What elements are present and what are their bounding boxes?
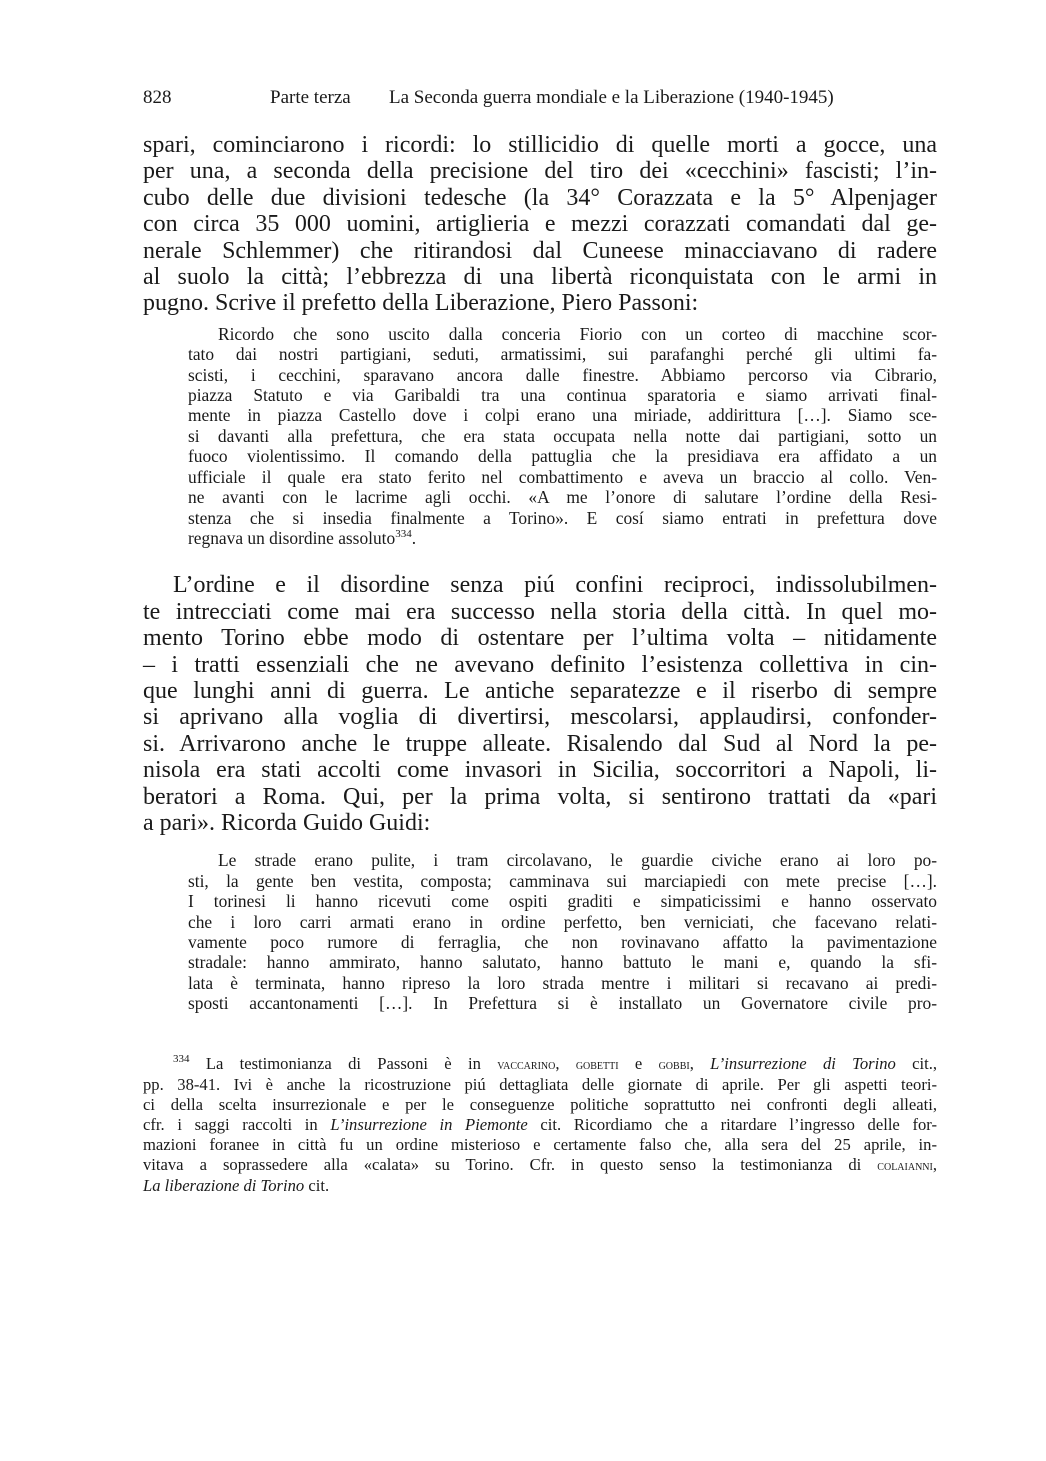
text-line: mento Torino ebbe modo di ostentare per l’ultima volta – nitidamente [143, 625, 937, 652]
quote-line: stenza che si insedia finalmente a Torino». E cosí siamo entrati in prefettura dove [188, 507, 937, 528]
text-line: pugno. Scrive il prefetto della Liberazione, Piero Passoni: [143, 290, 699, 317]
quote-line: vamente poco rumore di ferraglia, che non rovinavano affatto la pavimentazione [188, 932, 937, 952]
quote-line: scisti, i cecchini, sparavano ancora dalle finestre. Abbiamo percorso via Cibrario, [188, 364, 937, 385]
quote-line: lata è terminata, hanno ripreso la loro strada mentre i militari si recavano ai predi- [188, 972, 937, 993]
quote-line-end: . [411, 527, 417, 548]
book-page [143, 84, 937, 1196]
quote-line: ne avanti con le lacrime agli occhi. «A me l’onore di salutare l’ordine della Resi- [188, 487, 937, 508]
running-head [143, 84, 937, 114]
footnote-text: cit., [895, 1053, 938, 1073]
footnote-334 [143, 1054, 937, 1196]
block-quote-guidi [143, 850, 937, 1013]
text-line: nerale Schlemmer) che ritirandosi dal Cuneese minacciavano di radere [143, 237, 937, 264]
text-line: a pari». Ricorda Guido Guidi: [143, 809, 431, 836]
author-name: gobetti [575, 1056, 619, 1073]
footnote-line [143, 1155, 937, 1176]
quote-line: ufficiale il quale era stato ferito nel combattimento e aveva un braccio al collo. Ven- [188, 466, 937, 487]
text-line: beratori a Roma. Qui, per la prima volta, si sentirono trattati da «pari [143, 783, 937, 810]
footnote-line: ci della scelta insurrezionale e per le conseguenze politiche soprattutto nei confronti degli alleati, [143, 1094, 937, 1114]
book-title: L’insurrezione di Torino [710, 1053, 896, 1073]
quote-line: che i loro carri armati erano in ordine perfetto, ben verniciati, che facevano relati- [188, 911, 937, 932]
text-line: que lunghi anni di guerra. Le antiche separatezze e il riserbo di sempre [143, 677, 937, 704]
quote-line: si davanti alla prefettura, che era stata occupata nella notte dai partigiani, sotto un [188, 425, 937, 446]
body-paragraph-2 [143, 572, 937, 836]
quote-line: Ricordo che sono uscito dalla conceria Fiorio con un corteo di macchine scor- [218, 323, 937, 344]
text-line: L’ordine e il disordine senza piú confini reciproci, indissolubilmen- [173, 572, 937, 599]
quote-line: mente in piazza Castello dove i colpi erano una miriade, addirittura […]. Siamo sce- [188, 405, 937, 426]
body-paragraph-1 [143, 132, 937, 317]
footnote-line: pp. 38-41. Ivi è anche la ricostruzione piú dettagliata delle giornate di aprile. Per gli aspetti teori- [143, 1074, 937, 1094]
text-line: si aprivano alla voglia di divertirsi, mescolarsi, applaudirsi, confonder- [143, 704, 937, 731]
book-title: La liberazione di Torino [143, 1175, 305, 1195]
book-title: L’insurrezione in Piemonte [330, 1114, 528, 1134]
footnote-text: e [618, 1053, 659, 1073]
quote-line: Le strade erano pulite, i tram circolavano, le guardie civiche erano ai loro po- [218, 850, 937, 871]
running-head-title: La Seconda guerra mondiale e la Liberazione (1940-1945) [389, 87, 834, 108]
author-name: gobbi [658, 1056, 690, 1073]
text-line: con circa 35 000 uomini, artiglieria e mezzi corazzati comandati dal ge- [143, 211, 937, 238]
footnote-line [143, 1176, 937, 1196]
footnote-text: , [555, 1053, 576, 1073]
footnote-text: vitava a soprassedere alla «calata» su Torino. Cfr. in questo senso la testimonianza di [143, 1154, 878, 1174]
author-name: colaianni [877, 1157, 933, 1174]
text-line: te intrecciati come mai era successo nella storia della città. In quel mo- [143, 598, 937, 625]
footnote-reference: 334 [395, 527, 412, 540]
quote-line: tato dai nostri partigiani, seduti, armatissimi, sui parafanghi perché gli ultimi fa- [188, 344, 937, 365]
footnote-line [143, 1115, 937, 1135]
page-number: 828 [143, 87, 172, 108]
quote-line: sti, la gente ben vestita, composta; camminava sui marciapiedi con mete precise […]. [188, 870, 937, 891]
block-quote-passoni [143, 324, 937, 548]
text-line: per una, a seconda della precisione del tiro dei «cecchini» fascisti; l’in- [143, 158, 937, 185]
footnote-text: , [932, 1154, 937, 1174]
footnote-line: mazioni foranee in città fu un ordine misterioso e certamente falso che, alla sera del 25 aprile, in- [143, 1134, 937, 1154]
quote-line: sposti accantonamenti […]. In Prefettura si è installato un Governatore civile pro- [188, 993, 937, 1014]
footnote-line [143, 1054, 937, 1075]
footnote-text: cit. Ricordiamo che a ritardare l’ingresso delle for- [527, 1114, 938, 1134]
quote-line: stradale: hanno ammirato, hanno salutato, hanno battuto le mani e, quando la sfi- [188, 952, 937, 973]
quote-line [188, 528, 937, 548]
text-line: al suolo la città; l’ebbrezza di una libertà riconquistata con le armi in [143, 264, 937, 291]
footnote-number: 334 [173, 1052, 190, 1065]
quote-line: piazza Statuto e via Garibaldi tra una continua sparatoria e siamo arrivati final- [188, 385, 937, 406]
quote-line-text: regnava un disordine assoluto [188, 527, 396, 548]
quote-line: I torinesi li hanno ricevuti come ospiti graditi e simpaticissimi e hanno osservato [188, 891, 937, 912]
text-line: nisola era stati accolti come invasori in Sicilia, soccorritori a Napoli, li- [143, 757, 937, 784]
text-line: si. Arrivarono anche le truppe alleate. Risalendo dal Sud al Nord la pe- [143, 730, 937, 757]
author-name: vaccarino [497, 1056, 556, 1073]
footnote-text: La testimonianza di Passoni è in [205, 1053, 498, 1073]
footnote-text: cit. [304, 1175, 330, 1195]
text-line: cubo delle due divisioni tedesche (la 34° Corazzata e la 5° Alpenjager [143, 184, 937, 211]
running-head-section: Parte terza [270, 87, 351, 108]
text-line: spari, cominciarono i ricordi: lo stillicidio di quelle morti a gocce, una [143, 132, 937, 158]
footnote-text: cfr. i saggi raccolti in [143, 1114, 331, 1134]
quote-line: fuoco violentissimo. Il comando della pattuglia che la presidiava era affidato a un [188, 446, 937, 467]
footnote-text: , [689, 1053, 711, 1073]
text-line: – i tratti essenziali che ne avevano definito l’esistenza collettiva in cin- [143, 651, 937, 678]
